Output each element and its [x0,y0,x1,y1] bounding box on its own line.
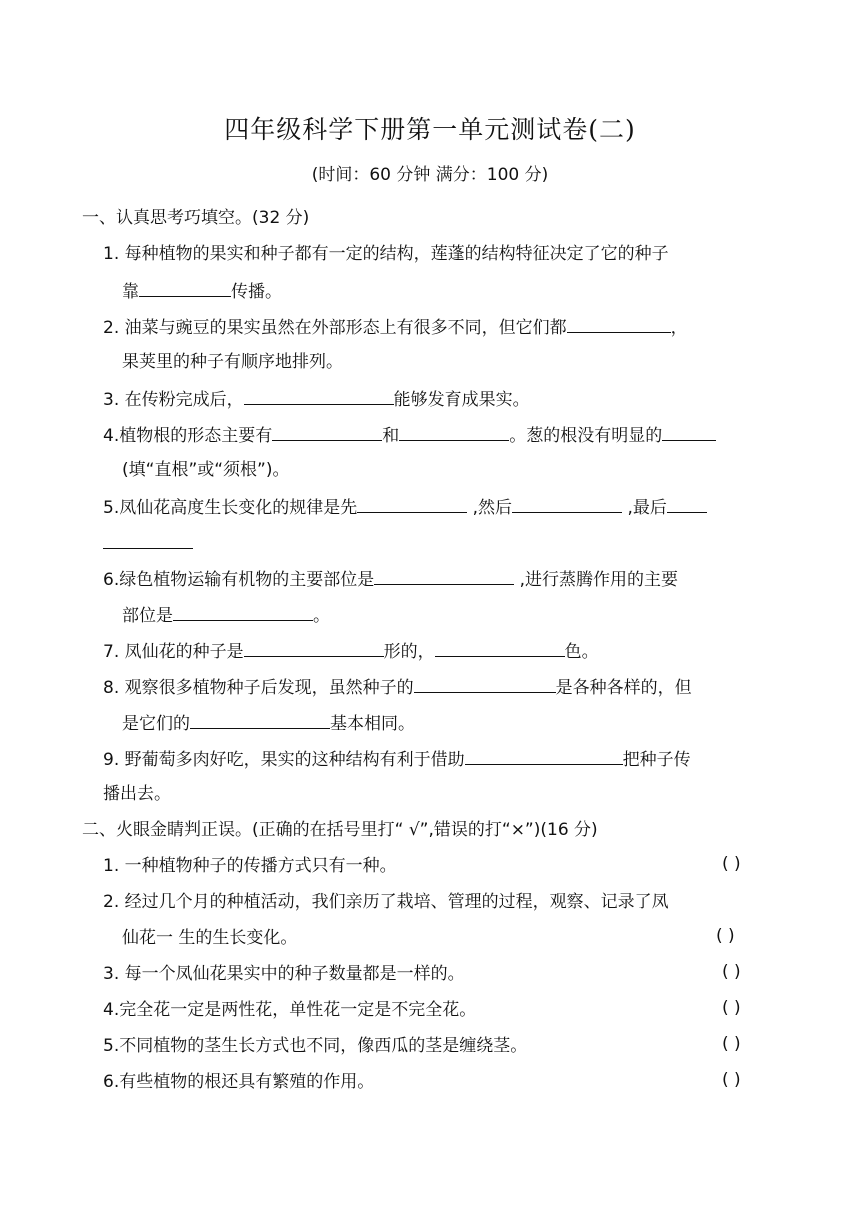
q7-line [103,638,599,664]
q3-text-b: 能够发育成果实。 [393,390,530,410]
q9-blank[interactable] [465,746,623,765]
tf-answer-4[interactable]: ( ) [722,998,741,1018]
tf-item-5: 5.不同植物的茎生长方式也不同，像西瓜的茎是缠绕茎。 [103,1036,528,1056]
q1-line1: 1. 每种植物的果实和种子都有一定的结构，莲蓬的结构特征决定了它的种子 [103,244,669,264]
q8-text-d: 基本相同。 [330,714,415,734]
q4-line1 [103,422,716,448]
q4-text-a: 4.植物根的形态主要有 [103,426,273,446]
q2-line1 [103,314,688,340]
q1-text-c: 传播。 [231,282,282,302]
q8-text-b: 是各种各样的，但 [555,678,692,698]
tf-item-2: 2. 经过几个月的种植活动，我们亲历了栽培、管理的过程，观察、记录了凤 [103,892,669,912]
q8-blank-1[interactable] [414,674,556,693]
q7-text-c: 色。 [564,642,599,662]
q2-text-b: ， [670,318,688,338]
q8-text-c: 是它们的 [122,714,190,734]
tf-item-1: 1. 一种植物种子的传播方式只有一种。 [103,856,397,876]
tf-answer-2[interactable]: ( ) [716,926,735,946]
q6-text-c: 部位是 [122,606,173,626]
q5-text-a: 5.凤仙花高度生长变化的规律是先 [103,498,358,518]
q2-blank[interactable] [567,314,671,333]
q5-blank-3b[interactable] [103,530,193,549]
q5-line1 [103,494,707,520]
q6-text-a: 6.绿色植物运输有机物的主要部位是 [103,570,375,590]
q8-text-a: 8. 观察很多植物种子后发现，虽然种子的 [103,678,414,698]
tf-answer-3[interactable]: ( ) [722,962,741,982]
q2-text-a: 2. 油菜与豌豆的果实虽然在外部形态上有很多不同，但它们都 [103,318,567,338]
q6-text-b: ,进行蒸腾作用的主要 [514,570,679,590]
section2-heading: 二、火眼金睛判正误。(正确的在括号里打“ √”,错误的打“×”)(16 分) [82,820,598,840]
tf-answer-1[interactable]: ( ) [722,854,741,874]
q6-blank-2[interactable] [173,602,313,621]
q7-blank-2[interactable] [435,638,565,657]
q8-line1 [103,674,692,700]
q7-blank-1[interactable] [244,638,384,657]
q3-blank[interactable] [244,386,394,405]
q6-text-d: 。 [313,606,330,626]
q4-line2: (填“直根”或“须根”)。 [122,460,290,480]
q5-blank-1[interactable] [357,494,467,513]
q9-line1 [103,746,691,772]
q9-text-b: 把种子传 [622,750,691,770]
tf-answer-5[interactable]: ( ) [722,1034,741,1054]
q7-text-a: 7. 凤仙花的种子是 [103,642,244,662]
q7-text-b: 形的， [383,642,435,662]
q3-text-a: 3. 在传粉完成后， [103,390,244,410]
page-title: 四年级科学下册第一单元测试卷(二) [224,115,636,144]
q6-line2 [122,602,330,628]
section1-heading: 一、认真思考巧填空。(32 分) [82,208,310,228]
tf-item-4: 4.完全花一定是两性花，单性花一定是不完全花。 [103,1000,477,1020]
q6-blank-1[interactable] [374,566,514,585]
q4-blank-1[interactable] [272,422,382,441]
q5-blank-2[interactable] [512,494,622,513]
q5-text-c: ,最后 [622,498,667,518]
q5-line2 [103,530,193,556]
q1-blank[interactable] [139,278,231,297]
q8-line2 [122,710,415,736]
tf-item-3: 3. 每一个凤仙花果实中的种子数量都是一样的。 [103,964,465,984]
q5-blank-3a[interactable] [667,494,707,513]
q1-line2 [122,278,282,304]
q9-text-a: 9. 野葡萄多肉好吃，果实的这种结构有利于借助 [103,750,465,770]
q9-line2: 播出去。 [103,784,171,804]
tf-answer-6[interactable]: ( ) [722,1070,741,1090]
q3-line [103,386,530,412]
tf-item-2-cont: 仙花一 生的生长变化。 [122,928,298,948]
q8-blank-2[interactable] [190,710,330,729]
q1-text-b: 靠 [122,282,139,302]
q4-blank-2[interactable] [399,422,509,441]
q4-text-c: 。葱的根没有明显的 [509,426,663,446]
q5-text-b: ,然后 [467,498,513,518]
q6-line1 [103,566,678,592]
tf-item-6: 6.有些植物的根还具有繁殖的作用。 [103,1072,375,1092]
q4-text-b: 和 [382,426,400,446]
exam-info: (时间：60 分钟 满分：100 分) [311,165,549,185]
q2-line2: 果荚里的种子有顺序地排列。 [122,352,343,372]
q4-blank-3[interactable] [662,422,716,441]
